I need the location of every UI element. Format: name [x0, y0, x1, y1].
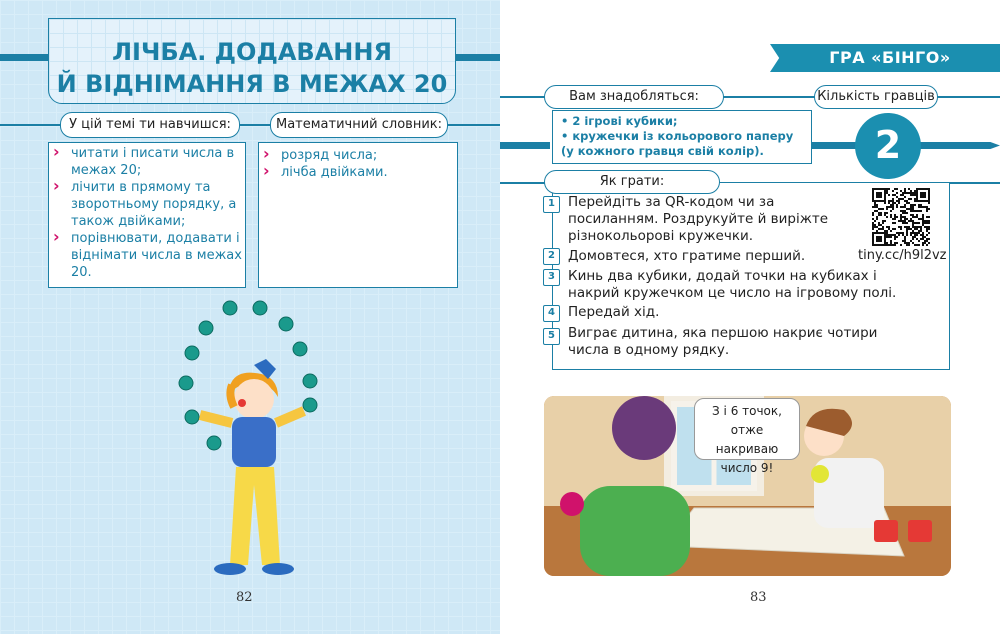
players-count: 2 [855, 113, 921, 179]
title-line-2: Й ВІДНІМАННЯ В МЕЖАХ 20 [56, 70, 448, 98]
how-heading: Як грати: [544, 170, 720, 194]
qr-code-icon[interactable] [872, 188, 930, 246]
step-number: 3 [543, 269, 560, 286]
juggling-clown-illustration [170, 295, 330, 580]
dictionary-box [258, 142, 458, 288]
speech-bubble: З і 6 точок, отже накриваю число 9! [694, 398, 800, 460]
title-bar-left [0, 54, 48, 61]
players-heading: Кількість гравців [814, 85, 938, 109]
dictionary-heading: Математичний словник: [270, 112, 448, 138]
step-number: 5 [543, 328, 560, 345]
learn-box [48, 142, 246, 288]
title-bar-right [456, 54, 500, 61]
step-text: Перейдіть за QR-кодом чи за посиланням. Роздрукуйте й виріжте різнокольорові кружечки. [568, 194, 829, 244]
game-link[interactable]: tiny.cc/h9l2vz [858, 248, 947, 263]
list-item: › розряд числа; [259, 147, 457, 164]
page-title [48, 36, 456, 100]
step-number: 1 [543, 196, 560, 213]
step-number: 2 [543, 248, 560, 265]
game-title: ГРА «БІНГО» [829, 48, 951, 67]
list-item: › читати і писати числа в межах 20; [49, 145, 245, 179]
need-bar-left [500, 142, 550, 149]
learn-heading: У цій темі ти навчишся: [60, 112, 240, 138]
need-bar-arrow [920, 142, 1000, 149]
list-item: › порівнювати, додавати і віднімати числа в межах 20. [49, 230, 245, 281]
need-item: • кружечки із кольорового паперу [561, 129, 794, 143]
step-text: Домовтеся, хто гратиме перший. [568, 248, 806, 264]
need-item: • 2 ігрові кубики; [561, 114, 678, 128]
need-bar-mid [812, 142, 858, 149]
page-number-left: 82 [236, 590, 253, 605]
list-item: › лічба двійками. [259, 164, 457, 181]
step-text: Передай хід. [568, 304, 660, 320]
list-item: › лічити в прямому та зворотньому порядку, а також двійками; [49, 179, 245, 230]
need-heading: Вам знадобляться: [544, 85, 724, 109]
title-line-1: ЛІЧБА. ДОДАВАННЯ [112, 38, 392, 66]
step-text: Кинь два кубики, додай точки на кубиках і накрий кружечком це число на ігровому полі. [568, 268, 897, 301]
need-box [552, 110, 812, 164]
step-text: Виграє дитина, яка першою накриє чотири числа в одному рядку. [568, 325, 878, 358]
step-number: 4 [543, 305, 560, 322]
need-item: (у кожного гравця свій колір). [561, 144, 764, 158]
page-number-right: 83 [750, 590, 767, 605]
